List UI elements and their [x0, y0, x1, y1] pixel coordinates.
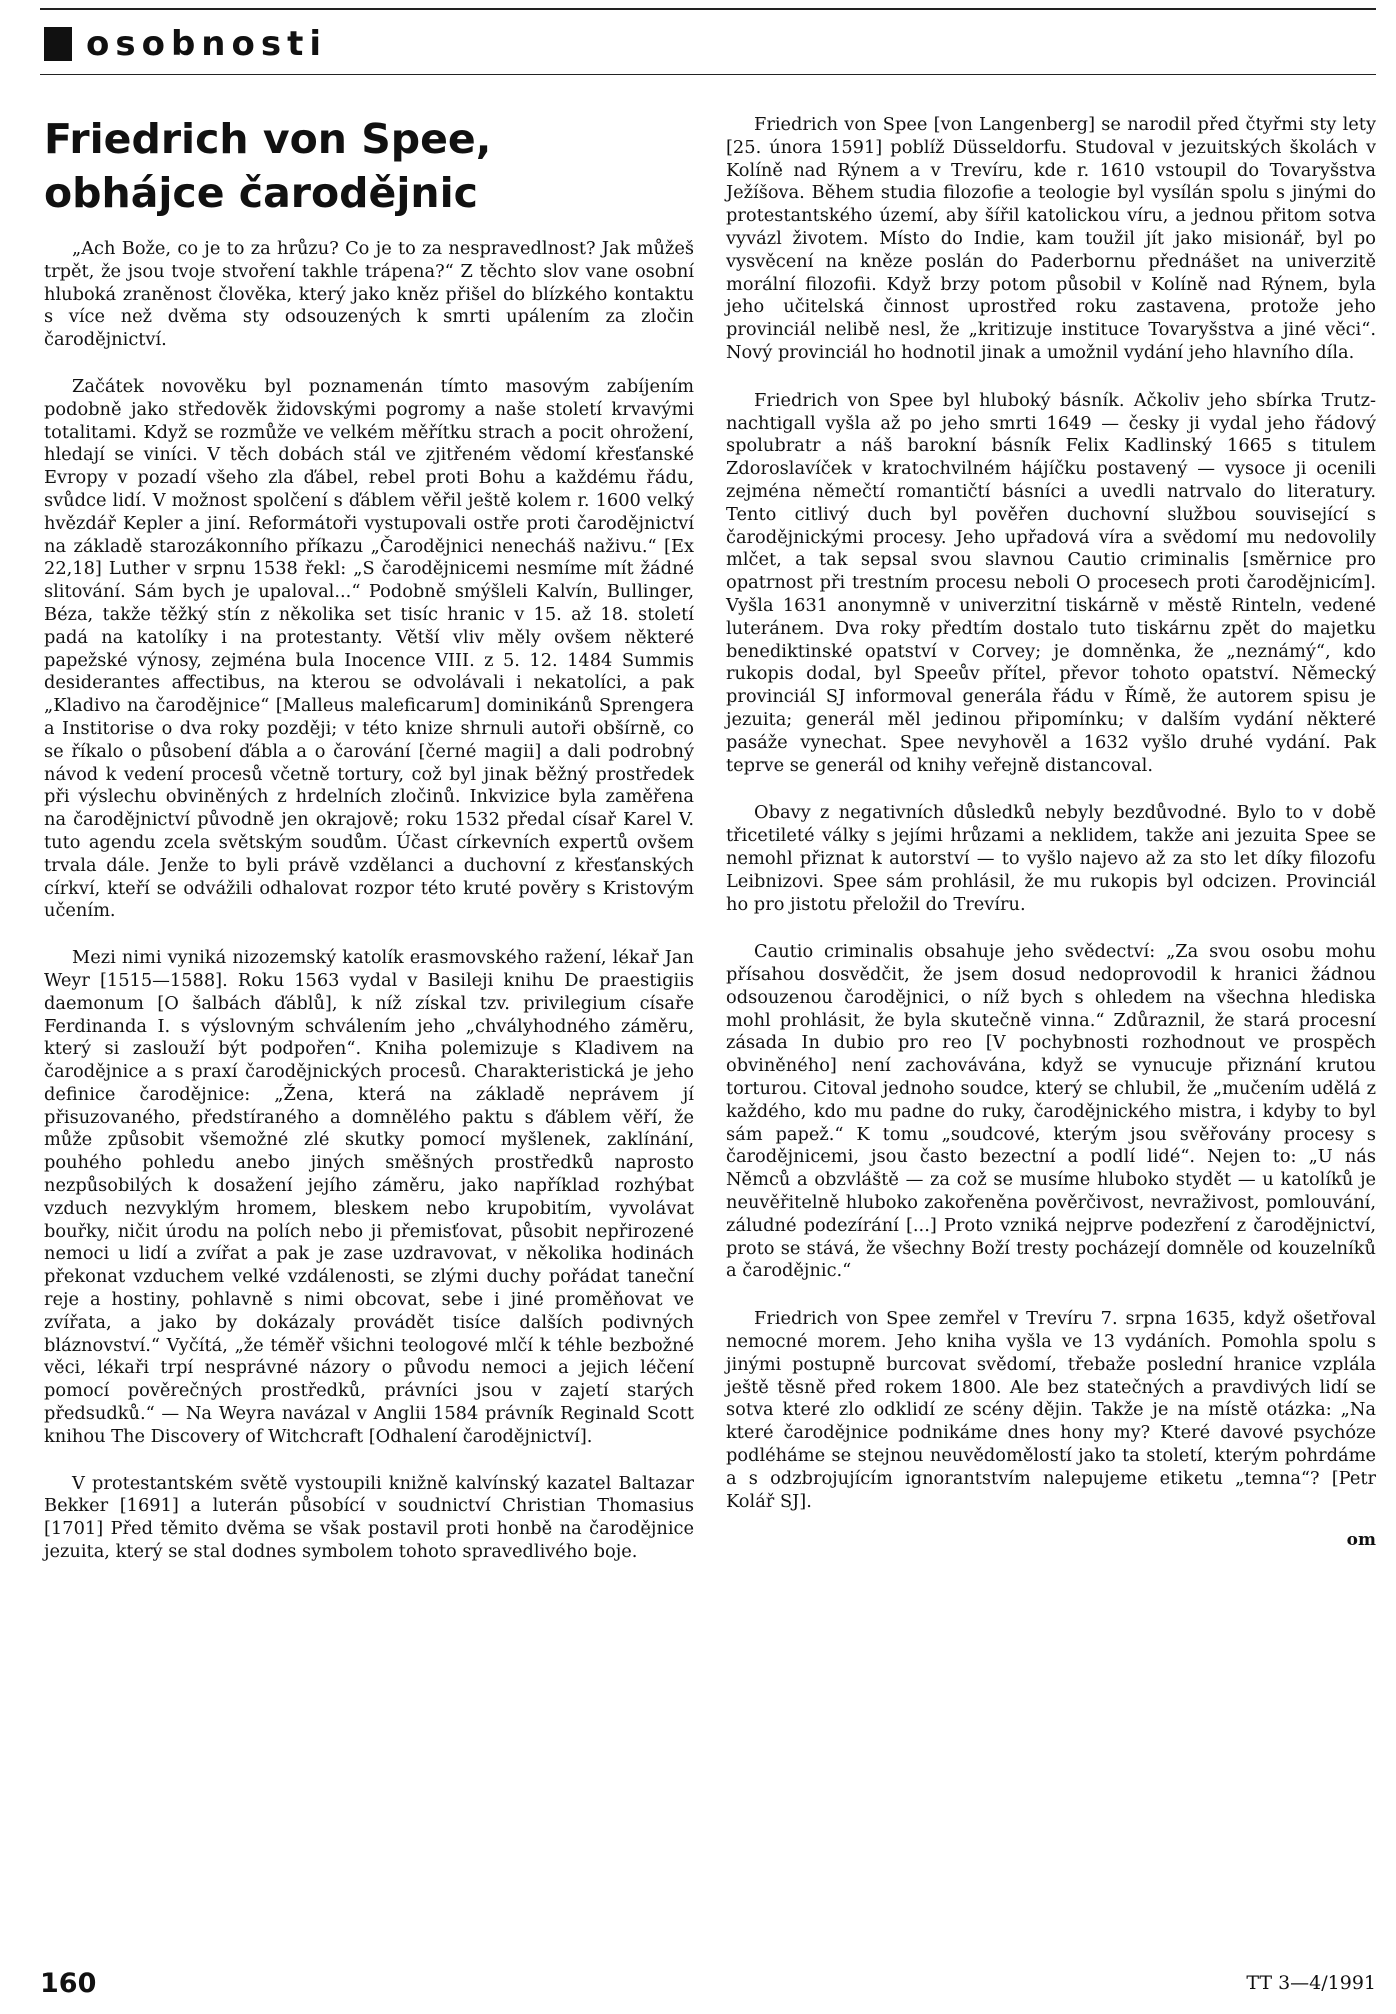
paragraph: Friedrich von Spee [von Langenberg] se narodil před čtyřmi sty lety [25. února 1591] poblíž Düsseldorfu. Studoval v jezuitských školách v Kolíně nad Rýnem a v Trevíru, kde r. 1610 vstoupil do Tovaryšstva Ježíšova. Během studia filozofie a teologie byl vysílán spolu s jinými do protestantského území, aby šířil katolickou víru, a jednou přitom sotva vyvázl životem. Místo do Indie, kam toužil jít jako misionář, byl po vysvěcení na kněze poslán do Paderbornu přednášet na univerzitě morální filozofii. Když brzy potom působil v Kolíně nad Rýnem, byla jeho učitelská činnost uprostřed roku zastavena, protože jeho provinciál nelibě nesl, že „kritizuje instituce Tovaryšstva a jiné věci“. Nový provinciál ho hodnotil jinak a umožnil vydání jeho hlavního díla.: [726, 114, 1376, 363]
paragraph: Friedrich von Spee zemřel v Trevíru 7. srpna 1635, když ošetřoval nemocné morem. Jeho kniha vyšla ve 13 vydáních. Pomohla spolu s jinými postupně burcovat svědomí, třebaže poslední hranice vzplála ještě těsně před rokem 1800. Ale bez statečných a pravdivých lidí se sotva které zlo odklidí ze scény dějin. Takže je na místě otázka: „Na které čarodějnice podnikáme dnes hony my? Které davové psychóze podléháme se stejnou neuvědomělostí jako ta století, kterým pohrdáme a s odzbrojujícím ignorantstvím nalepujeme etiketu „temna“? [Petr Kolář SJ].: [726, 1308, 1376, 1512]
right-column: [726, 114, 1376, 1550]
paragraph: Začátek novověku byl poznamenán tímto masovým zabíjením podobně jako středověk židovskými pogromy a naše století krvavými totalitami. Když se rozmůže ve velkém měřítku strach a pocit ohrožení, hledají se viníci. V těch dobách stál ve zjitřeném vědomí křesťanské Evropy v pozadí všeho zla ďábel, rebel proti Bohu a každému řádu, svůdce lidí. V možnost spolčení s ďáblem věřil ještě kolem r. 1600 velký hvězdář Kepler a jiní. Reformátoři vystupovali ostře proti čarodějnictví na základě starozákonního příkazu „Čarodějnici nenecháš naživu.“ [Ex 22,18] Luther v srpnu 1538 řekl: „S čarodějnicemi nesmíme mít žádné slitování. Sám bych je upaloval...“ Podobně smýšleli Kalvín, Bullinger, Béza, takže těžký stín z několika set tisíc hranic v 15. až 18. století padá na katolíky i na protestanty. Větší vliv měly ovšem některé papežské výnosy, zejména bula Inocence VIII. z 5. 12. 1484 Summis desiderantes affectibus, na kterou se odvolávali i nekatolíci, a pak „Kladivo na čarodějnice“ [Malleus maleficarum] dominikánů Sprengera a Institorise o dva roky později; v této knize shrnuli autoři obšírně, co se říkalo o působení ďábla a o čarování [černé magii] a dali podrobný návod k vedení procesů včetně tortury, což byl jinak běžný prostředek při výslechu obviněných z hrdelních zločinů. Inkvizice byla zaměřena na čarodějnictví původně jen okrajově; roku 1532 předal císař Karel V. tuto agendu zcela světským soudům. Účast církevních expertů ovšem trvala dále. Jenže to byli právě vzdělanci a duchovní z křesťanských církví, kteří se odvážili odhalovat rozpor této kruté pověry s Kristovým učením.: [44, 375, 694, 922]
article-title: [44, 112, 694, 220]
author-signature: om: [1346, 1530, 1376, 1551]
left-column: [44, 112, 694, 1588]
paragraph: „Ach Bože, co je to za hrůzu? Co je to za nespravedlnost? Jak můžeš trpět, že jsou tvoje stvoření takhle trápena?“ Z těchto slov vane osobní hluboká zraněnost člověka, který jako kněz přišel do blízkého kontaktu s více než dvěma sty odsouzených k smrti upálením za zločin čarodějnictví.: [44, 238, 694, 351]
page-number: 160: [40, 1968, 97, 1999]
issue-label: TT 3—4/1991: [1246, 1972, 1376, 1994]
paragraph: Friedrich von Spee byl hluboký básník. Ačkoliv jeho sbírka Trutz-nachtigall vyšla až po jeho smrti 1649 — česky ji vydal jeho řádový spolubratr a náš barokní básník Felix Kadlinský 1665 s titulem Zdoroslavíček v kratochvilném hájíčku postavený — vysoce ji ocenili zejména němečtí romantičtí básníci a uvedli natrvalo do literatury. Tento citlivý duch byl pověřen duchovní službou související s čarodějnickými procesy. Jeho upřadová víra a svědomí mu nedovolily mlčet, a tak sepsal svou slavnou Cautio criminalis [směrnice pro opatrnost při trestním procesu neboli O procesech proti čarodějnicím]. Vyšla 1631 anonymně v univerzitní tiskárně v městě Rinteln, vedené luteránem. Dva roky předtím dostalo tuto tiskárnu zpět do majetku benediktinské opatství v Corvey; je domněnka, že „neznámý“, kdo rukopis dodal, byl Speeův přítel, převor tohoto opatství. Německý provinciál SJ informoval generála řádu v Římě, že autorem spisu je jezuita; generál měl jedinou připomínku; v dalším vydání některé pasáže vynechat. Spee nevyhověl a 1632 vyšlo druhé vydání. Pak teprve se generál od knihy veřejně distancoval.: [726, 389, 1376, 776]
paragraph: V protestantském světě vystoupili knižně kalvínský kazatel Baltazar Bekker [1691] a luterán působící v soudnictví Christian Thomasius [1701] Před těmito dvěma se však postavil proti honbě na čarodějnice jezuita, který se stal dodnes symbolem tohoto spravedlivého boje.: [44, 1472, 694, 1563]
section-header: [44, 24, 327, 64]
header-rule-bottom: [40, 74, 1376, 75]
paragraph: Mezi nimi vyniká nizozemský katolík erasmovského ražení, lékař Jan Weyr [1515—1588]. Roku 1563 vydal v Basileji knihu De praestigiis daemonum [O šalbách ďáblů], k níž získal tzv. privilegium císaře Ferdinanda I. s výslovným schválením jeho „chvályhodného záměru, který si zaslouží být podpořen“. Kniha polemizuje s Kladivem na čarodějnice a s praxí čarodějnických procesů. Charakteristická je jeho definice čarodějnice: „Žena, která na základě neprávem jí přisuzovaného, předstíraného a domnělého paktu s ďáblem věří, že může způsobit všemožné zlé skutky pomocí myšlenek, zaklínání, pouhého pohledu anebo jiných směšných prostředků naprosto nezpůsobilých k dosažení jejího záměru, jako například rozhýbat vzduch nezvyklým hromem, bleskem nebo krupobitím, vyvolávat bouřky, ničit úrodu na polích nebo ji přemisťovat, působit nepřirozené nemoci u lidí a zvířat a pak je zase uzdravovat, v několika hodinách překonat vzduchem velké vzdálenosti, se zlými duchy pořádat taneční reje a hostiny, pohlavně s nimi obcovat, sebe i jiné proměňovat ve zvířata, a jako by dokázaly provádět tisíce dalších podivných bláznovství.“ Vyčítá, „že téměř všichni teologové mlčí k téhle bezbožné věci, lékaři trpí nesprávné názory o původu nemoci a jejich léčení pomocí pověrečných prostředků, právníci jsou v zajetí starých předsudků.“ — Na Weyra navázal v Anglii 1584 právník Reginald Scott knihou The Discovery of Witchcraft [Odhalení čarodějnictví].: [44, 947, 694, 1447]
title-line-2: obhájce čarodějnic: [44, 169, 478, 217]
section-label: osobnosti: [86, 24, 327, 64]
header-rule-top: [40, 8, 1376, 10]
section-marker-square: [44, 27, 72, 61]
paragraph: Cautio criminalis obsahuje jeho svědectví: „Za svou osobu mohu přísahou dosvědčit, že jsem dosud nedoprovodil k hranici žádnou odsouzenou čarodějnici, o níž bych s ohledem na všechna hlediska mohl prohlásit, že byla skutečně vinna.“ Zdůraznil, že stará procesní zásada In dubio pro reo [V pochybnosti rozhodnout ve prospěch obviněného] není zachovávána, když se vynucuje přiznání krutou torturou. Citoval jednoho soudce, který se chlubil, že „mučením udělá z každého, kdo mu padne do ruky, čarodějnického mistra, i kdyby to byl sám papež.“ K tomu „soudcové, kterým jsou svěřovány procesy s čarodějnicemi, jsou často bezectní a podlí lidé“. Nejen to: „U nás Němců a obzvláště — za což se musíme hluboko stydět — u katolíků je neuvěřitelně hluboko zakořeněna pověrčivost, nevraživost, pomlouvání, záludné podezírání [...] Proto vzniká nejprve podezření z čarodějnictví, proto se stává, že všechny Boží tresty pocházejí domněle od kouzelníků a čarodějnic.“: [726, 941, 1376, 1282]
paragraph: Obavy z negativních důsledků nebyly bezdůvodné. Bylo to v době třicetileté války s jejími hrůzami a neklidem, takže ani jezuita Spee se nemohl přiznat k autorství — to vyšlo najevo až za sto let díky filozofu Leibnizovi. Spee sám prohlásil, že mu rukopis byl odcizen. Provinciál ho pro jistotu přeložil do Trevíru.: [726, 802, 1376, 915]
title-line-1: Friedrich von Spee,: [44, 115, 492, 163]
